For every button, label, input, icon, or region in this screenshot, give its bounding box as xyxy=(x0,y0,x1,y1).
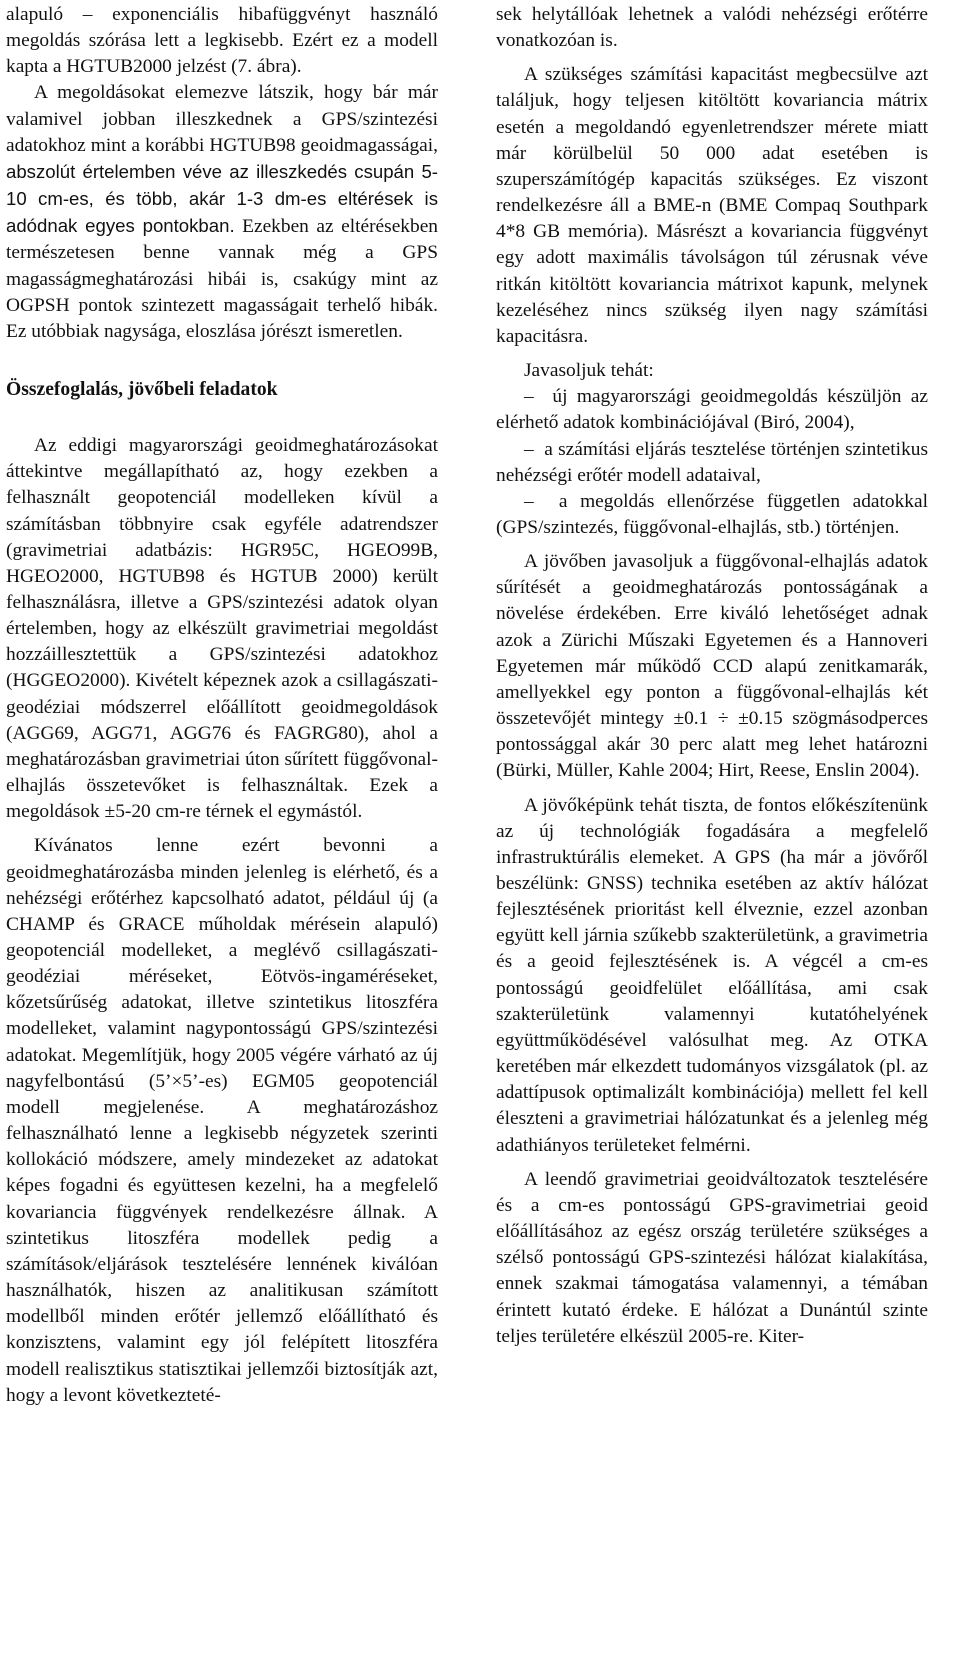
paragraph: Javasoljuk tehát: xyxy=(524,360,654,382)
paragraph: A szükséges számítási kapacitást megbecsülve azt találjuk, hogy teljesen kitöltött kovariancia mátrix esetén a megoldandó egyenletrendszer mérete miatt már körülbelül 50 000 adat esetében is szuperszámítógép kapacitás szükséges. Ez viszont rendelkezésre áll a BME-n (BME Compaq Southpark 4*8 GB memória). Másrészt a kovariancia függvényt egy adott maximális távolságon túl zérusnak véve ritkán kitöltött kovariancia mátrixot kapunk, melynek kezeléséhez nincs szükség ilyen nagy számítási kapacitásra. xyxy=(496,64,928,347)
paragraph: A jövőben javasoljuk a függővonal-elhajlás adatok sűrítését a geoidmeghatározás pontosságának a növelése érdekében. Erre kiváló lehetőséget adnak azok a Zürichi Műszaki Egyetemen és a Hannoveri Egyetemen már működő CCD alapú zenitkamarák, amellyekkel egy ponton a függővonal-elhajlás két összetevőjét mintegy ±0.1 ÷ ±0.15 szögmásodperces pontossággal akár 30 perc alatt meg lehet határozni (Bürki, Müller, Kahle 2004; Hirt, Reese, Enslin 2004). xyxy=(496,551,928,782)
paragraph-text: Ezekben az eltérésekben természetesen benne vannak még a GPS magasságmeghatározási hibái is, csakúgy mint az OGPSH pontok szintezett magasságait terhelő hibák. Ez utóbbiak nagysága, eloszlása jórészt ismeretlen. xyxy=(6,216,438,342)
paragraph xyxy=(6,80,438,345)
list-item: – új magyarországi geoidmegoldás készüljön az elérhető adatok kombinációjával (Biró, 2004), xyxy=(496,384,928,436)
right-column xyxy=(496,2,928,1350)
paragraph: Kívánatos lenne ezért bevonni a geoidmeghatározásba minden jelenleg is elérhető, és a nehézségi erőtérhez kapcsolható adatot, például új (a CHAMP és GRACE műholdak mérésein alapuló) geopotenciál modelleket, a meglévő csillagászati-geodéziai méréseket, Eötvös-ingaméréseket, kőzetsűrűség adatokat, illetve szintetikus litoszféra modelleket, valamint nagypontosságú GPS/szintezési adatokat. Megemlítjük, hogy 2005 végére várható az új nagyfelbontású (5’×5’-es) EGM05 geopotenciál modell megjelenése. A meghatározáshoz felhasználható lenne a legkisebb négyzetek szerinti kollokáció módszere, amely mindezeket az adatokat képes fogadni és együttesen kezelni, ha a megfelelő kovariancia függvények rendelkezésre állnak. A szintetikus litoszféra modellek pedig a számítások/eljárások tesztelésére lennének kiválóan használhatók, hiszen az analitikusan számított modellből minden erőtér jellemző előállítható és konzisztens, valamint egy jól felépített litoszféra modell realisztikus statisztikai jellemzői biztosítják azt, hogy a levont következteté- xyxy=(6,835,438,1406)
paragraph: alapuló – exponenciális hibafüggvényt használó megoldás szórása lett a legkisebb. Ezért ez a modell kapta a HGTUB2000 jelzést (7. ábra). xyxy=(6,4,438,78)
paragraph: A leendő gravimetriai geoidváltozatok tesztelésére és a cm-es pontosságú GPS-gravimetriai geoid előállításához az egész ország területére szükséges a szélső pontosságú GPS-szintezési hálózat kialakítása, ennek szakmai támogatása valamennyi, a témában érintett kutató érdeke. E hálózat a Dunántúl szinte teljes területére elkészül 2005-re. Kiter- xyxy=(496,1168,928,1347)
section-heading: Összefoglalás, jövőbeli feladatok xyxy=(6,379,278,401)
list-item: – a számítási eljárás tesztelése történjen szintetikus nehézségi erőtér modell adataival, xyxy=(496,437,928,489)
left-column xyxy=(6,2,438,1409)
recommendation-list xyxy=(496,384,928,541)
paragraph-text-sans: abszolút értelemben véve az illeszkedés csupán 5-10 cm-es, és több, akár 1-3 dm-es eltérések is adódnak egyes pontokban. xyxy=(6,160,438,237)
paragraph: sek helytállóak lehetnek a valódi nehézségi erőtérre vonatkozóan is. xyxy=(496,4,928,52)
list-item: – a megoldás ellenőrzése független adatokkal (GPS/szintezés, függővonal-elhajlás, stb.) történjen. xyxy=(496,489,928,541)
paragraph-text: A megoldásokat elemezve látszik, hogy bár már valamivel jobban illeszkednek a GPS/szintezési adatokhoz mint a korábbi HGTUB98 geoidmagasságai, xyxy=(6,82,438,156)
paragraph: Az eddigi magyarországi geoidmeghatározásokat áttekintve megállapítható az, hogy ezekben a felhasznált geopotenciál modelleken kívül a számításban többnyire csak egyféle adatrendszer (gravimetriai adatbázis: HGR95C, HGEO99B, HGEO2000, HGTUB98 és HGTUB 2000) került felhasználásra, illetve a GPS/szintezési adatok olyan értelemben, hogy az elkészült gravimetriai megoldást hozzáillesztettük a GPS/szintezési adatokhoz (HGGEO2000). Kivételt képeznek azok a csillagászati-geodéziai módszerrel előállított geoidmegoldások (AGG69, AGG71, AGG76 és FAGRG80), ahol a meghatározásban gravimetriai úton sűrített függővonal-elhajlás összetevőket is felhasználtak. Ezek a megoldások ±5-20 cm-re térnek el egymástól. xyxy=(6,435,438,823)
paragraph: A jövőképünk tehát tiszta, de fontos előkészítenünk az új technológiák fogadására a megfelelő infrastruktúrális elemeket. A GPS (ha már a jövőről beszélünk: GNSS) technika esetében az aktív hálózat fejlesztésének prioritást kell élveznie, ezzel azonban együtt kell járnia szűkebb szakterületünk, a gravimetria és a geoid fejlesztésének is. A végcél a cm-es pontosságú geoidfelület előállítása, ami csak szakterületünk valamennyi kutatóhelyének együttműködésével valósulhat meg. Az OTKA keretében már elkezdett tudományos vizsgálatok (pl. az adattípusok optimalizált kombinációja) mellett fel kell éleszteni a gravimetriai hálózatunkat és a jelenleg még adathiányos területeket felmérni. xyxy=(496,794,928,1156)
